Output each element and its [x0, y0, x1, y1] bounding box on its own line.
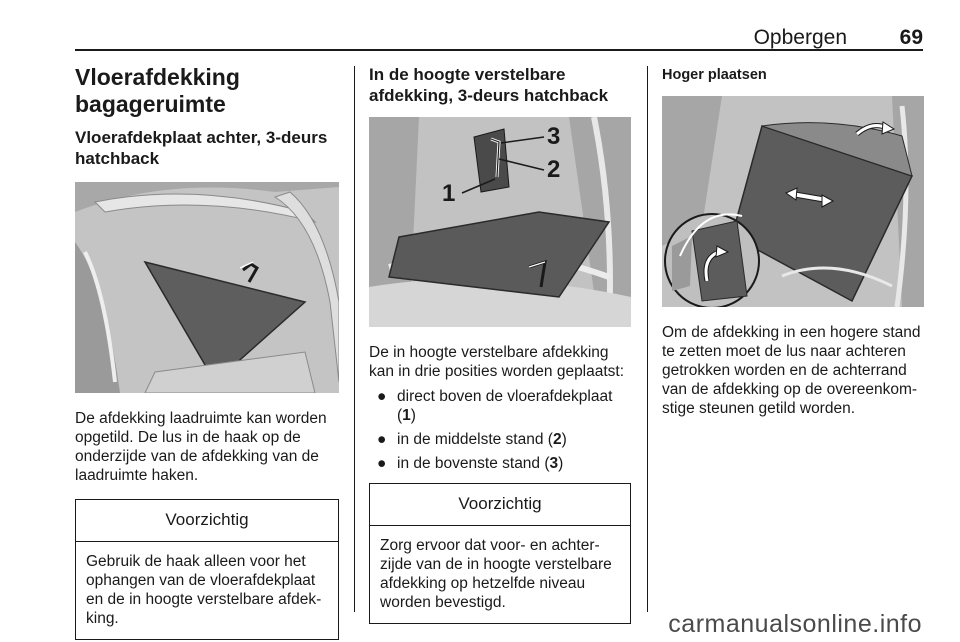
watermark: carmanualsonline.info	[668, 610, 922, 638]
column-1	[75, 64, 339, 640]
figure-raise-cover	[662, 96, 924, 307]
section-subheading: Vloerafdekplaat achter, 3-deurs hatchback	[75, 128, 328, 168]
caution-box	[369, 483, 631, 624]
list-item: ● in de middelste stand (2)	[377, 431, 567, 448]
section-heading: Hoger plaatsen	[662, 67, 767, 83]
list-item: ● direct boven de vloerafdekplaat (1)	[377, 388, 613, 424]
caution-text: Zorg ervoor dat voor- en achter-zijde van de in hoogte verstelbare afdekking op hetzelfde niveau worden bevestigd.	[380, 537, 612, 611]
caution-text: Gebruik de haak alleen voor het ophangen van de vloerafdekplaat en de in hoogte verstelbare afdek-king.	[86, 553, 322, 627]
bullet-icon: ●	[377, 431, 387, 448]
caution-title: Voorzichtig	[76, 500, 338, 542]
section-heading: Vloerafdekking bagageruimte	[75, 64, 240, 117]
figure-label-2: 2	[547, 156, 561, 183]
page-header-title: Opbergen	[753, 26, 847, 49]
bullet-icon: ●	[377, 388, 387, 405]
figure-label-3: 3	[547, 123, 561, 150]
figure-floor-cover-hook	[75, 182, 339, 393]
column-divider-1	[354, 66, 355, 612]
intro-text: De in hoogte verstelbare afdekking kan in drie posities worden geplaatst:	[369, 344, 625, 380]
body-text: De afdekking laadruimte kan worden opgetild. De lus in de haak op de onderzijde van de afdekking van de laadruimte haken.	[75, 410, 327, 484]
column-2	[369, 64, 631, 624]
section-heading: In de hoogte verstelbare afdekking, 3-deurs hatchback	[369, 65, 609, 105]
caution-box	[75, 499, 339, 640]
header-rule	[75, 49, 923, 51]
page-number: 69	[899, 26, 923, 49]
column-divider-2	[647, 66, 648, 612]
bullet-icon: ●	[377, 455, 387, 472]
caution-title: Voorzichtig	[370, 484, 630, 526]
body-text: Om de afdekking in een hogere stand te zetten moet de lus naar achteren getrokken worden en de achterrand van de afdekking op de overeenkom-stige steunen getild worden.	[662, 324, 921, 417]
list-item: ● in de bovenste stand (3)	[377, 455, 564, 472]
position-list	[369, 387, 631, 473]
figure-label-1: 1	[442, 180, 456, 207]
figure-height-positions	[369, 117, 631, 327]
column-3	[662, 64, 924, 418]
